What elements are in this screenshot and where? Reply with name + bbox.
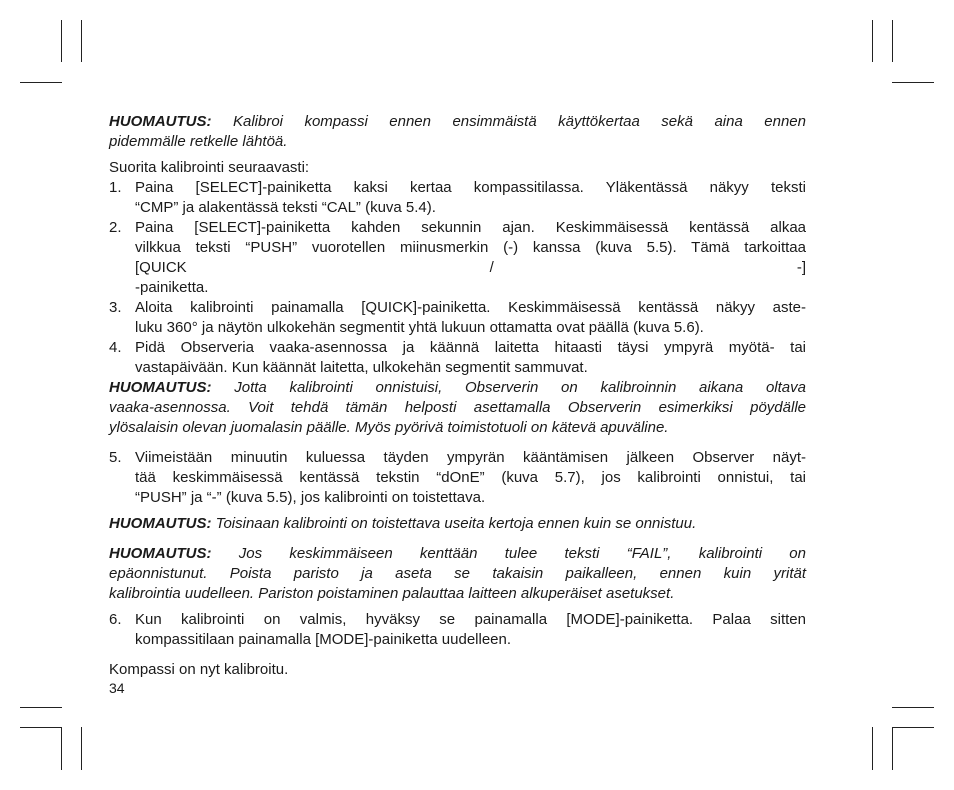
- page-number: 34: [109, 680, 125, 696]
- list-item: [109, 338, 806, 378]
- list-item: [109, 298, 806, 338]
- step-number: 4.: [109, 339, 122, 356]
- crop-mark: [872, 20, 873, 62]
- crop-mark: [61, 20, 62, 62]
- step-number: 5.: [109, 449, 122, 466]
- note-3: [109, 514, 806, 534]
- step-text: vastapäivään. Kun käännät laitetta, ulkokehän segmentit sammuvat.: [135, 359, 588, 376]
- step-text: [QUICK / -]: [135, 259, 806, 276]
- step-text: vilkkua teksti “PUSH” vuorotellen miinusmerkin (-) kanssa (kuva 5.5). Tämä tarkoittaa: [135, 239, 806, 256]
- note-text: ylösalaisin olevan juomalasin päälle. Myös pyörivä toimistotuoli on kätevä apuväline.: [109, 419, 669, 436]
- step-text: Paina [SELECT]-painiketta kahden sekunnin ajan. Keskimmäisessä kentässä alkaa: [135, 219, 806, 236]
- step-text: tää keskimmäisessä kentässä tekstin “dOnE” (kuva 5.7), jos kalibrointi onnistui, tai: [135, 469, 806, 486]
- crop-mark: [892, 727, 893, 770]
- note-label: HUOMAUTUS:: [109, 113, 212, 130]
- step-text: kompassitilaan painamalla [MODE]-painiketta uudelleen.: [135, 631, 512, 648]
- crop-mark: [872, 727, 873, 770]
- list-item: [109, 218, 806, 298]
- note-text: Kalibroi kompassi ennen ensimmäistä käyttökertaa sekä aina ennen: [211, 113, 806, 130]
- crop-mark: [892, 82, 934, 83]
- crop-mark: [61, 727, 62, 770]
- list-item: [109, 178, 806, 218]
- step-number: 3.: [109, 299, 122, 316]
- note-text: epäonnistunut. Poista paristo ja aseta se takaisin paikalleen, ennen kuin yrität: [109, 565, 806, 582]
- step-text: -painiketta.: [135, 279, 209, 296]
- note-4: [109, 544, 806, 604]
- intro-text: Suorita kalibrointi seuraavasti:: [109, 159, 310, 176]
- note-text: Jotta kalibrointi onnistuisi, Observerin on kalibroinnin aikana oltava: [211, 379, 806, 396]
- step-text: luku 360° ja näytön ulkokehän segmentit yhtä lukuun ottamatta ovat päällä (kuva 5.6).: [135, 319, 704, 336]
- crop-mark: [81, 20, 82, 62]
- list-item: [109, 610, 806, 650]
- note-text: vaaka-asennossa. Voit tehdä tämän helposti asettamalla Observerin esimerkiksi pöydälle: [109, 399, 806, 416]
- note-2: [109, 378, 806, 438]
- list-item: [109, 448, 806, 508]
- crop-mark: [81, 727, 82, 770]
- crop-mark: [20, 727, 62, 728]
- crop-mark: [20, 82, 62, 83]
- step-text: Paina [SELECT]-painiketta kaksi kertaa kompassitilassa. Yläkentässä näkyy teksti: [135, 179, 806, 196]
- step-text: Aloita kalibrointi painamalla [QUICK]-painiketta. Keskimmäisessä kentässä näkyy aste-: [135, 299, 806, 316]
- step-text: Kun kalibrointi on valmis, hyväksy se painamalla [MODE]-painiketta. Palaa sitten: [135, 611, 806, 628]
- step-number: 6.: [109, 611, 122, 628]
- step-number: 2.: [109, 219, 122, 236]
- step-number: 1.: [109, 179, 122, 196]
- page-body: [109, 112, 806, 680]
- note-text: kalibrointia uudelleen. Pariston poistaminen palauttaa laitteen alkuperäiset asetukset.: [109, 585, 675, 602]
- note-text: Jos keskimmäiseen kenttään tulee teksti “FAIL”, kalibrointi on: [211, 545, 806, 562]
- crop-mark: [892, 707, 934, 708]
- note-text: pidemmälle retkelle lähtöä.: [109, 133, 288, 150]
- note-label: HUOMAUTUS:: [109, 379, 212, 396]
- step-text: Pidä Observeria vaaka-asennossa ja käännä laitetta hitaasti täysi ympyrä myötä- tai: [135, 339, 806, 356]
- note-1: [109, 112, 806, 152]
- crop-mark: [20, 707, 62, 708]
- crop-mark: [892, 727, 934, 728]
- closing-text: Kompassi on nyt kalibroitu.: [109, 661, 289, 678]
- note-label: HUOMAUTUS:: [109, 515, 212, 532]
- step-text: “PUSH” ja “-” (kuva 5.5), jos kalibrointi on toistettava.: [135, 489, 486, 506]
- crop-mark: [892, 20, 893, 62]
- step-text: Viimeistään minuutin kuluessa täyden ympyrän kääntämisen jälkeen Observer näyt-: [135, 449, 806, 466]
- note-label: HUOMAUTUS:: [109, 545, 212, 562]
- note-text: Toisinaan kalibrointi on toistettava useita kertoja ennen kuin se onnistuu.: [211, 515, 697, 532]
- step-text: “CMP” ja alakentässä teksti “CAL” (kuva 5.4).: [135, 199, 436, 216]
